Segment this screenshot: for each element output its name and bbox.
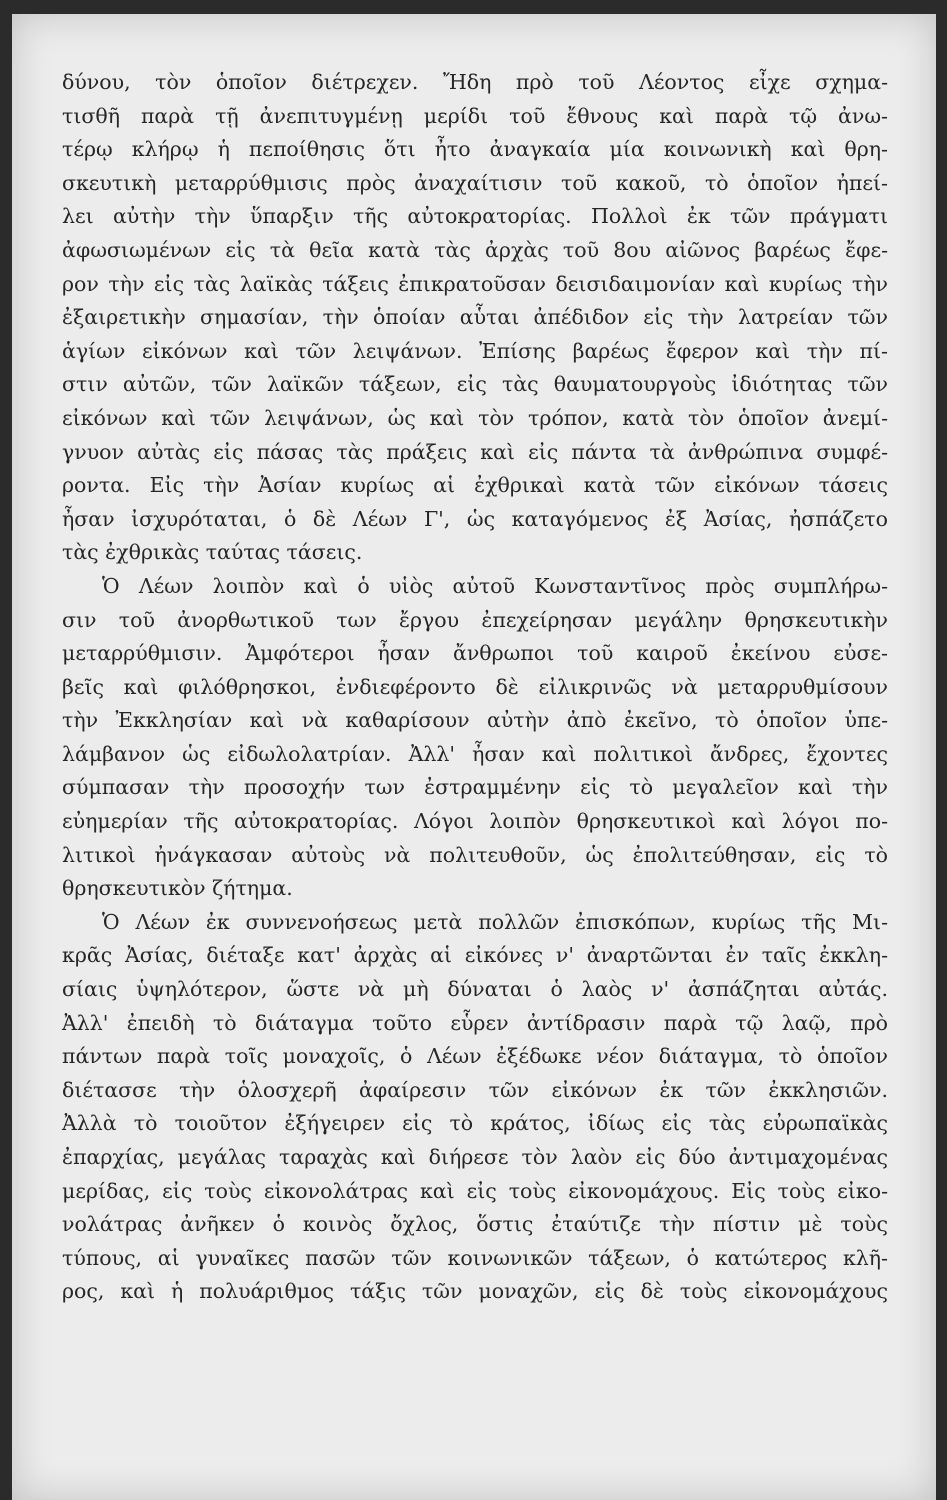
text-line: πάντων παρὰ τοῖς μοναχοῖς, ὁ Λέων ἐξέδωκε νέον διάταγμα, τὸ ὁποῖον <box>62 1044 888 1069</box>
text-line: τὰς ἐχθρικὰς ταύτας τάσεις. <box>62 540 363 565</box>
text-line: βεῖς καὶ φιλόθρησκοι, ἐνδιεφέροντο δὲ εἰλικρινῶς νὰ μεταρρυθμίσουν <box>62 674 888 699</box>
text-line: μεταρρύθμισιν. Ἀμφότεροι ἦσαν ἄνθρωποι τοῦ καιροῦ ἐκείνου εὐσε- <box>62 641 888 666</box>
text-line: λάμβανον ὡς εἰδωλολατρίαν. Ἀλλ' ἦσαν καὶ πολιτικοὶ ἄνδρες, ἔχοντες <box>62 741 888 766</box>
text-line: διέτασσε τὴν ὁλοσχερῆ ἀφαίρεσιν τῶν εἰκόνων ἐκ τῶν ἐκκλησιῶν. <box>62 1077 888 1102</box>
text-line: ἁγίων εἰκόνων καὶ τῶν λειψάνων. Ἐπίσης βαρέως ἔφερον καὶ τὴν πί- <box>62 338 888 363</box>
page-number-fragment <box>452 8 492 20</box>
text-line: ἀφωσιωμένων εἰς τὰ θεῖα κατὰ τὰς ἀρχὰς τοῦ 8ου αἰῶνος βαρέως ἔφε- <box>62 237 888 262</box>
body-text <box>62 66 888 1309</box>
text-line: γνυον αὐτὰς εἰς πάσας τὰς πράξεις καὶ εἰς πάντα τὰ ἀνθρώπινα συμφέ- <box>62 439 888 464</box>
text-line: ἐπαρχίας, μεγάλας ταραχὰς καὶ διήρεσε τὸν λαὸν εἰς δύο ἀντιμαχομένας <box>62 1145 888 1169</box>
text-line: ροντα. Εἰς τὴν Ἀσίαν κυρίως αἱ ἐχθρικαὶ κατὰ τῶν εἰκόνων τάσεις <box>62 473 888 498</box>
text-line: Ἀλλὰ τὸ τοιοῦτον ἐξήγειρεν εἰς τὸ κράτος, ἰδίως εἰς τὰς εὐρωπαϊκὰς <box>62 1111 888 1136</box>
text-line: Ἀλλ' ἐπειδὴ τὸ διάταγμα τοῦτο εὗρεν ἀντίδρασιν παρὰ τῷ λαῷ, πρὸ <box>62 1010 888 1035</box>
paragraph <box>62 906 888 1309</box>
book-page <box>12 14 936 1500</box>
text-line: εὐημερίαν τῆς αὐτοκρατορίας. Λόγοι λοιπὸν θρησκευτικοὶ καὶ λόγοι πο- <box>62 809 888 834</box>
text-line: τέρῳ κλήρῳ ἡ πεποίθησις ὅτι ἦτο ἀναγκαία μία κοινωνικὴ καὶ θρη- <box>62 137 888 162</box>
text-line: ἐξαιρετικὴν σημασίαν, τὴν ὁποίαν αὗται ἀπέδιδον εἰς τὴν λατρείαν τῶν <box>62 305 888 330</box>
text-line: Ὁ Λέων ἐκ συννενοήσεως μετὰ πολλῶν ἐπισκόπων, κυρίως τῆς Μι- <box>102 909 888 934</box>
text-line: λει αὐτὴν τὴν ὕπαρξιν τῆς αὐτοκρατορίας. Πολλοὶ ἐκ τῶν πράγματι <box>62 204 888 229</box>
text-line: ἦσαν ἰσχυρόταται, ὁ δὲ Λέων Γ', ὡς καταγόμενος ἐξ Ἀσίας, ἠσπάζετο <box>62 506 888 531</box>
text-line: σκευτικὴ μεταρρύθμισις πρὸς ἀναχαίτισιν τοῦ κακοῦ, τὸ ὁποῖον ἠπεί- <box>62 170 888 195</box>
text-line: τισθῆ παρὰ τῇ ἀνεπιτυγμένῃ μερίδι τοῦ ἔθνους καὶ παρὰ τῷ ἀνω- <box>62 103 888 128</box>
text-line: δύνου, τὸν ὁποῖον διέτρεχεν. Ἤδη πρὸ τοῦ Λέοντος εἶχε σχημα- <box>62 70 888 94</box>
text-line: ρον τὴν εἰς τὰς λαϊκὰς τάξεις ἐπικρατοῦσαν δεισιδαιμονίαν καὶ κυρίως τὴν <box>62 271 888 296</box>
text-line: τὴν Ἐκκλησίαν καὶ νὰ καθαρίσουν αὐτὴν ἀπὸ ἐκεῖνο, τὸ ὁποῖον ὑπε- <box>62 708 888 733</box>
text-line: λιτικοὶ ἠνάγκασαν αὐτοὺς νὰ πολιτευθοῦν, ὡς ἐπολιτεύθησαν, εἰς τὸ <box>62 842 888 867</box>
text-line: μερίδας, εἰς τοὺς εἰκονολάτρας καὶ εἰς τοὺς εἰκονομάχους. Εἰς τοὺς εἰκο- <box>62 1178 888 1203</box>
text-line: σίαις ὑψηλότερον, ὥστε νὰ μὴ δύναται ὁ λαὸς ν' ἀσπάζηται αὐτάς. <box>62 977 888 1002</box>
text-line: νολάτρας ἀνῆκεν ὁ κοινὸς ὄχλος, ὅστις ἐταύτιζε τὴν πίστιν μὲ τοὺς <box>62 1212 888 1237</box>
text-line: κρᾶς Ἀσίας, διέταξε κατ' ἀρχὰς αἱ εἰκόνες ν' ἀναρτῶνται ἐν ταῖς ἐκκλη- <box>62 943 888 968</box>
paragraph <box>62 570 888 906</box>
text-line: τύπους, αἱ γυναῖκες πασῶν τῶν κοινωνικῶν τάξεων, ὁ κατώτερος κλῆ- <box>62 1245 888 1270</box>
text-line: σιν τοῦ ἀνορθωτικοῦ των ἔργου ἐπεχείρησαν μεγάλην θρησκευτικὴν <box>62 607 888 632</box>
text-line: Ὁ Λέων λοιπὸν καὶ ὁ υἱὸς αὐτοῦ Κωνσταντῖνος πρὸς συμπλήρω- <box>102 573 888 598</box>
text-line: σύμπασαν τὴν προσοχήν των ἐστραμμένην εἰς τὸ μεγαλεῖον καὶ τὴν <box>62 775 888 800</box>
text-line: ρος, καὶ ἡ πολυάριθμος τάξις τῶν μοναχῶν, εἰς δὲ τοὺς εἰκονομάχους <box>62 1279 888 1304</box>
text-line: εἰκόνων καὶ τῶν λειψάνων, ὡς καὶ τὸν τρόπον, κατὰ τὸν ὁποῖον ἀνεμί- <box>62 405 888 430</box>
paragraph <box>62 66 888 570</box>
text-line: θρησκευτικὸν ζήτημα. <box>62 876 293 901</box>
text-line: στιν αὐτῶν, τῶν λαϊκῶν τάξεων, εἰς τὰς θαυματουργοὺς ἰδιότητας τῶν <box>62 372 888 397</box>
